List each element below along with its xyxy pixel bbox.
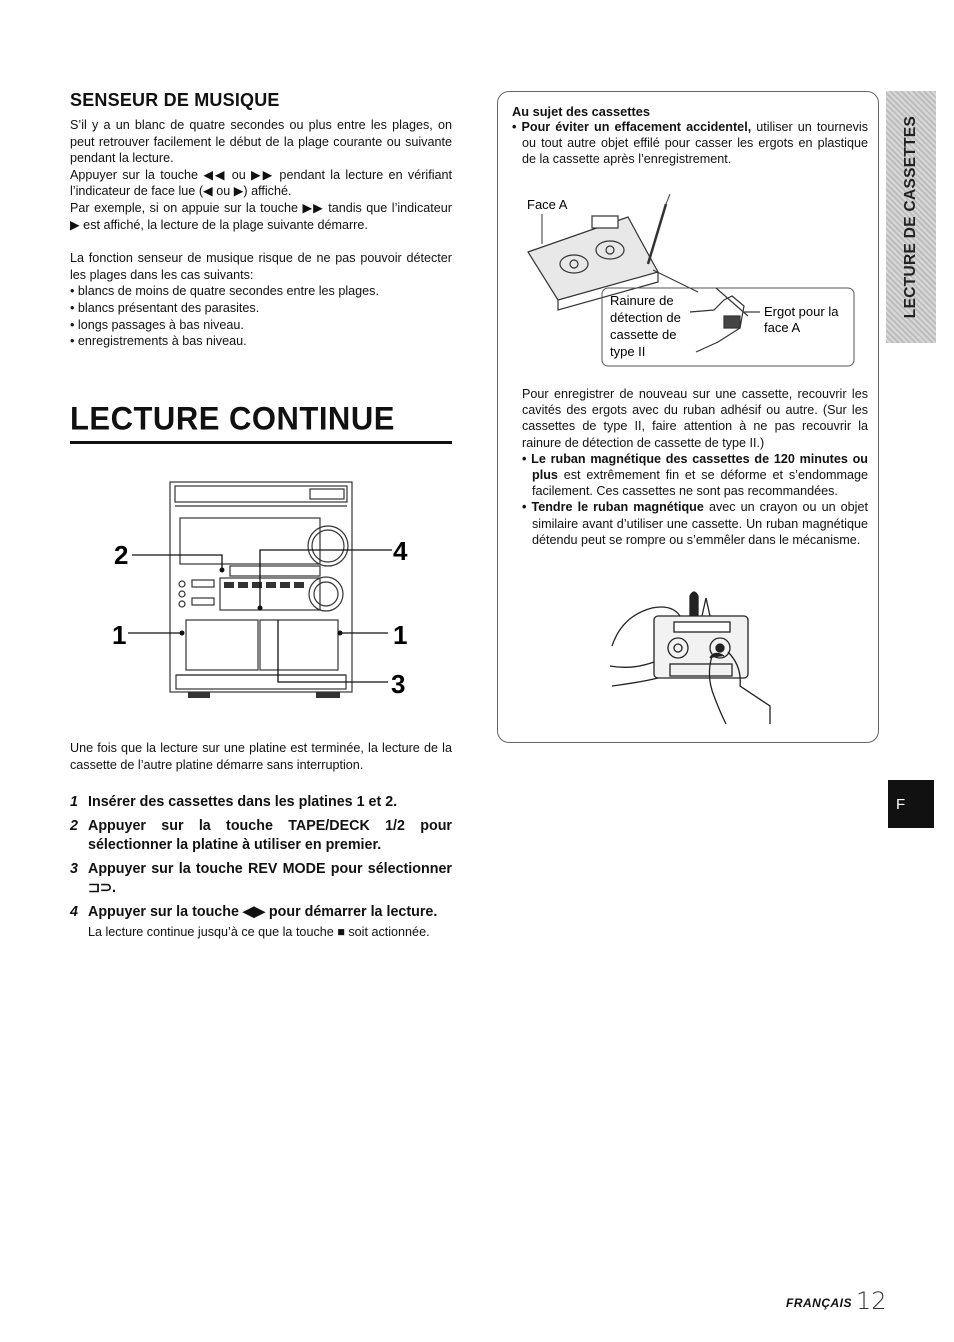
cassette-info-box (497, 91, 879, 743)
step-number: 4 (70, 904, 78, 920)
rainure-line-1: Rainure de (610, 293, 674, 308)
bullet-1-bold: • Pour éviter un effacement accidentel, (512, 120, 752, 134)
steps-list (70, 793, 452, 940)
callout-line-3 (278, 620, 388, 682)
step-1 (70, 793, 452, 812)
senseur-bullet-list (70, 283, 452, 349)
senseur-title: SENSEUR DE MUSIQUE (70, 90, 280, 110)
step-number: 2 (70, 818, 78, 834)
step-text: Appuyer sur la touche TAPE/DECK 1/2 pour sélectionner la platine à utiliser en premier. (88, 818, 452, 853)
list-item: • longs passages à bas niveau. (70, 317, 244, 332)
language-tab-label: F (896, 796, 906, 813)
senseur-paragraph-3: Par exemple, si on appuie sur la touche ▶▶ tandis que l’indicateur ▶ est affiché, la lecture de la plage suivante démarre. (70, 200, 452, 232)
step-text: Appuyer sur la touche ◀▶ pour démarrer la lecture. (88, 904, 438, 920)
cassettes-bullet-2 (522, 451, 868, 500)
hand-cassette-illustration (602, 586, 782, 726)
step-4-note: La lecture continue jusqu’à ce que la touche ■ soit actionnée. (88, 925, 430, 939)
callout-1-left: 1 (112, 620, 127, 650)
ergot-line-2: face A (764, 320, 801, 335)
step-text: Appuyer sur la touche REV MODE pour sélectionner ⊐⊃. (88, 861, 452, 896)
bullet-2-rest: est extrêmement fin et se déforme et s’endommage facilement. Ces cassettes ne sont pas recommandées. (532, 468, 868, 499)
deck-2 (260, 620, 338, 670)
cassettes-title: Au sujet des cassettes (512, 104, 650, 119)
callout-1-right: 1 (393, 620, 408, 650)
callout-2: 2 (114, 540, 129, 570)
bullet-3-rest: avec un crayon ou un objet similaire avant d’utiliser une cassette. Un ruban magnétique détendu peut se rompre ou s’emmêler dans le mécanisme. (532, 500, 868, 547)
bullet-2-bold: • Le ruban magnétique des cassettes de 120 minutes ou plus (522, 451, 868, 483)
ergot-line-1: Ergot pour la (764, 304, 839, 319)
callout-line-4 (260, 550, 392, 608)
step-text: Insérer des cassettes dans les platines 1 et 2. (88, 794, 398, 810)
deck-1 (186, 620, 258, 670)
cassettes-bullet-1 (512, 119, 868, 168)
lecture-intro: Une fois que la lecture sur une platine est terminée, la lecture de la cassette de l’autre platine démarre sans interruption. (70, 741, 452, 772)
bullet-1-rest: utiliser un tournevis ou tout autre objet effilé pour casser les ergots en plastique de la cassette après l’enregistrement. (522, 120, 869, 167)
list-item: • enregistrements à bas niveau. (70, 334, 247, 349)
title-rule (70, 441, 452, 444)
language-tab (888, 780, 934, 828)
senseur-section (70, 90, 452, 350)
callout-4: 4 (393, 536, 408, 566)
step-4 (70, 903, 452, 922)
rainure-line-3: cassette de (610, 327, 677, 342)
rerecord-paragraph: Pour enregistrer de nouveau sur une cassette, recouvrir les cavités des ergots avec du ruban adhésif ou autre. (Sur les cassettes de type II, faire attention à ne pas recouvrir la rainure de détection de cassette de type II.) (522, 387, 868, 450)
callout-3: 3 (391, 669, 406, 699)
list-item: • blancs présentant des parasites. (70, 300, 260, 315)
senseur-paragraph-4: La fonction senseur de musique risque de ne pas pouvoir détecter les plages dans les cas suivants: (70, 251, 452, 282)
step-2 (70, 817, 452, 855)
callout-line-2 (132, 555, 222, 570)
step-3 (70, 860, 452, 898)
side-section-tab (886, 91, 936, 343)
side-tab-label: LECTURE DE CASSETTES (902, 115, 919, 319)
senseur-paragraph-2: Appuyer sur la touche ◀◀ ou ▶▶ pendant la lecture en vérifiant l’indicateur de face lue (◀ ou ▶) affiché. (70, 167, 452, 199)
list-item: • blancs de moins de quatre secondes entre les plages. (70, 284, 379, 299)
stereo-illustration (100, 470, 430, 710)
page-number: 12 (856, 1287, 887, 1315)
senseur-paragraph-1: S’il y a un blanc de quatre secondes ou plus entre les plages, on peut retrouver facilement le début de la plage courante ou suivante pendant la lecture. (70, 118, 452, 166)
rainure-line-2: détection de (610, 310, 681, 325)
step-number: 1 (70, 794, 78, 810)
footer-language: FRANÇAIS (786, 1296, 852, 1310)
cassettes-bullet-3 (522, 499, 868, 548)
bullet-3-bold: • Tendre le ruban magnétique (522, 500, 704, 515)
rainure-line-4: type II (610, 344, 646, 359)
lecture-title: LECTURE CONTINUE (70, 400, 395, 437)
cassette-illustration (518, 192, 858, 372)
step-number: 3 (70, 861, 78, 877)
face-a-label: Face A (527, 197, 568, 212)
